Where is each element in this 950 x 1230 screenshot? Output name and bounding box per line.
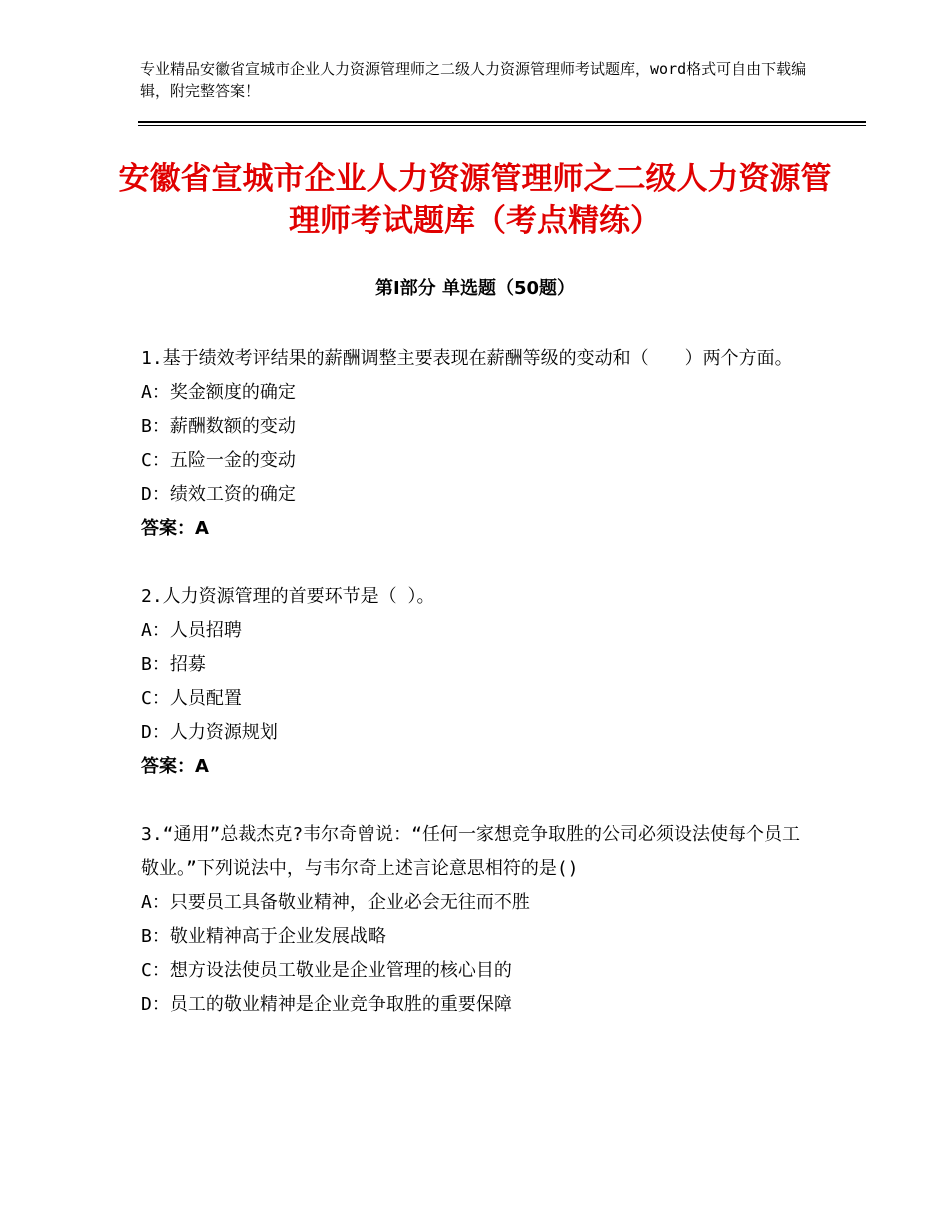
option-a: A：奖金额度的确定 <box>141 382 296 403</box>
question-text: 1.基于绩效考评结果的薪酬调整主要表现在薪酬等级的变动和（ ）两个方面。 <box>141 348 793 369</box>
section-heading: 第Ⅰ部分 单选题（50题） <box>374 278 575 299</box>
header-note: 专业精品安徽省宣城市企业人力资源管理师之二级人力资源管理师考试题库，word格式可自由下载编辑，附完整答案！ <box>140 60 807 100</box>
option-d: D：绩效工资的确定 <box>141 484 296 505</box>
document-title: 安徽省宣城市企业人力资源管理师之二级人力资源管理师考试题库（考点精练） <box>118 161 832 239</box>
question-1 <box>141 342 821 546</box>
option-c: C：五险一金的变动 <box>141 450 296 471</box>
answer-label: 答案：A <box>141 756 209 777</box>
answer-label: 答案：A <box>141 518 209 539</box>
option-b: B：薪酬数额的变动 <box>141 416 296 437</box>
header-divider-thin <box>138 125 866 126</box>
option-c: C：人员配置 <box>141 688 242 709</box>
option-a: A：人员招聘 <box>141 620 242 641</box>
question-text: 3.“通用”总裁杰克?韦尔奇曾说：“任何一家想竞争取胜的公司必须设法使每个员工敬业。”下列说法中，与韦尔奇上述言论意思相符的是() <box>141 824 801 879</box>
question-3 <box>141 818 821 1022</box>
option-d: D：员工的敬业精神是企业竞争取胜的重要保障 <box>141 994 512 1015</box>
option-d: D：人力资源规划 <box>141 722 278 743</box>
question-2 <box>141 580 821 784</box>
option-c: C：想方设法使员工敬业是企业管理的核心目的 <box>141 960 512 981</box>
header-divider-thick <box>138 121 866 123</box>
option-a: A：只要员工具备敬业精神，企业必会无往而不胜 <box>141 892 530 913</box>
question-list <box>141 342 821 1056</box>
option-b: B：招募 <box>141 654 206 675</box>
option-b: B：敬业精神高于企业发展战略 <box>141 926 386 947</box>
question-text: 2.人力资源管理的首要环节是（ ）。 <box>141 586 435 607</box>
